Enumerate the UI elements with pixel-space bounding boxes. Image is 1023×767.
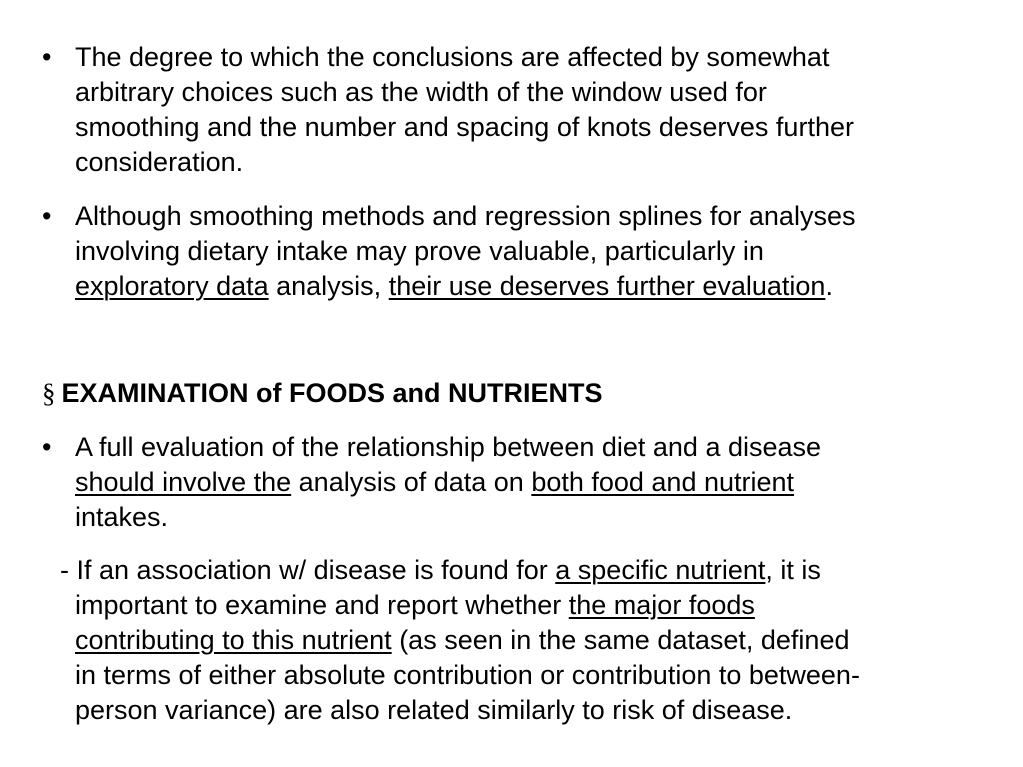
underlined-text: should involve the	[75, 467, 292, 497]
bullet-paragraph-regression-splines	[75, 199, 980, 304]
text-segment: arbitrary choices such as the width of the window used for	[75, 77, 767, 107]
text-line	[60, 658, 980, 693]
text-line	[60, 693, 980, 728]
underlined-text: exploratory data	[75, 271, 269, 301]
text-line	[75, 269, 980, 304]
text-line	[60, 553, 980, 588]
text-segment: analysis of data on	[291, 467, 532, 497]
text-line	[75, 40, 980, 75]
text-segment: intakes.	[75, 502, 169, 532]
text-line	[60, 623, 980, 658]
text-line	[75, 465, 980, 500]
text-line	[75, 500, 980, 535]
text-segment: The degree to which the conclusions are affected by somewhat	[75, 42, 830, 72]
text-line	[60, 588, 980, 623]
bullet-marker: •	[42, 201, 52, 231]
text-segment: .	[825, 271, 833, 301]
section-heading	[42, 376, 942, 411]
text-line	[75, 110, 980, 145]
section-symbol: §	[42, 378, 56, 408]
dash-paragraph-specific-nutrient	[60, 553, 980, 728]
text-segment: smoothing and the number and spacing of knots deserves further	[75, 112, 854, 142]
underlined-text: their use deserves further evaluation	[388, 271, 826, 301]
underlined-text: contributing to this nutrient	[75, 625, 392, 655]
text-segment: person variance) are also related similarly to risk of disease.	[75, 695, 793, 725]
text-segment: analysis,	[268, 271, 389, 301]
text-segment: important to examine and report whether	[75, 590, 569, 620]
text-segment: (as seen in the same dataset, defined	[391, 625, 850, 655]
text-line	[75, 234, 980, 269]
text-segment: - If an association w/ disease is found for	[60, 555, 556, 585]
text-segment: Although smoothing methods and regression splines for analyses	[75, 201, 856, 231]
text-segment: involving dietary intake may prove valuable, particularly in	[75, 236, 764, 266]
text-segment: consideration.	[75, 147, 244, 177]
underlined-text: the major foods	[568, 590, 755, 620]
text-segment: A full evaluation of the relationship between diet and a disease	[75, 432, 822, 462]
underlined-text: both food and nutrient	[531, 467, 795, 497]
bullet-paragraph-smoothing-choices	[75, 40, 980, 180]
text-line	[75, 145, 980, 180]
text-line	[75, 430, 980, 465]
bullet-paragraph-full-evaluation	[75, 430, 980, 535]
bullet-marker: •	[42, 432, 52, 462]
text-segment: in terms of either absolute contribution or contribution to between-	[75, 660, 860, 690]
bullet-marker: •	[42, 42, 52, 72]
text-line	[75, 75, 980, 110]
underlined-text: a specific nutrient	[555, 555, 766, 585]
text-line	[75, 199, 980, 234]
text-segment: , it is	[765, 555, 821, 585]
section-title: EXAMINATION of FOODS and NUTRIENTS	[61, 378, 603, 408]
